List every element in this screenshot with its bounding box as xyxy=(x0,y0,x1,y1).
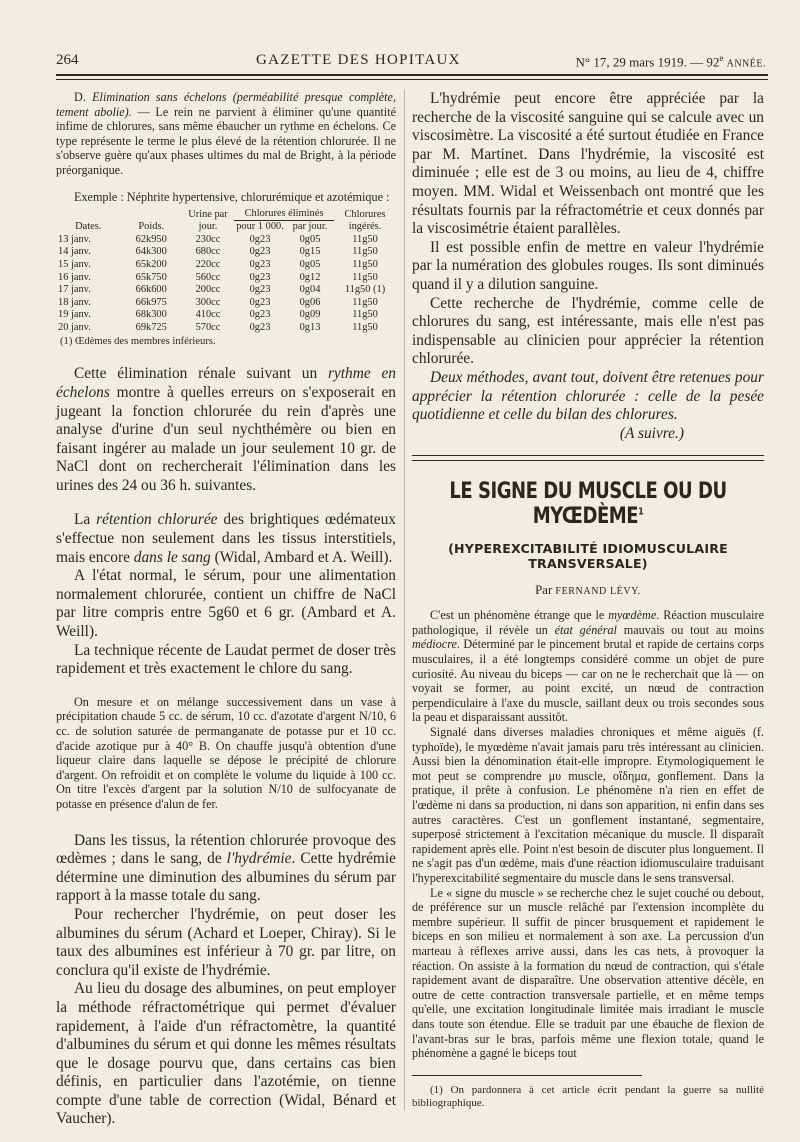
article-paragraph-3: Le « signe du muscle » se recherche chez le sujet couché ou debout, de préférence sur un muscle relâché par l'extension incomplète du membre supérieur. Il suffit de pincer brusquement et rapidement le biceps en son milieu et normalement à son axe. La percussion d'un marteau à réflexes arrive aussi, dans les cas nets, à provoquer la réaction. On assiste à la formation du nœud de contraction, qui s'étale rapidement avant de disparaître. Une observation attentive décèle, en outre de cette contraction transversale partielle, et en même temps qu'elle, une excitation longitudinale limitée mais irradiant le muscle dans toute son étendue. Elle se traduit par une ébauche de flexion de l'avant-bras sur le bras, parfois même une flexion totale, quand le phénomène a gagné le biceps tout xyxy=(412,885,764,1061)
paragraph-retention: La rétention chlorurée des brightiques œdémateux s'effectue non seulement dans les tissus interstitiels, mais encore dans le sang (Widal, Ambard et A. Weill). xyxy=(56,511,396,566)
cell-date: 20 janv. xyxy=(58,321,91,333)
article-paragraph-2: Signalé dans diverses maladies chroniques et même aiguës (f. typhoïde), le myœdème n'avait jamais paru très intéressant au clinicien. Aussi bien la dénomination était-elle impropre. Etymologiquement le mot peut se comprendre μυ muscle, οἴδημα, gonflement. Dans la pratique, il prête à confusion. Le phénomène n'a rien en effet de l'œdème ni dans sa production, ni dans son apparition, ni enfin dans ses autres caractères. C'est un gonflement instantané, segmentaire, superposé strictement à l'excitation mécanique du muscle. Il disparaît rapidement après elle. Point n'est besoin de discuter plus longuement. Il ne s'agit pas d'un œdème, mais d'une réaction idiomusculaire traduisant l'hyperexcitabilité segmentaire du muscle dans le sens transversal. xyxy=(412,725,764,885)
table-note: (1) Œdèmes des membres inférieurs. xyxy=(60,336,216,348)
cell-date: 18 janv. xyxy=(58,296,91,308)
column-separator xyxy=(404,90,405,1110)
right-column xyxy=(412,90,764,1110)
th-urine: Urine par jour. xyxy=(188,209,228,233)
footnote-rule xyxy=(412,1075,642,1076)
cell-pour: 0g23 xyxy=(249,284,271,296)
th-par-jour: par jour. xyxy=(292,221,328,233)
table-row xyxy=(56,246,396,259)
page-number: 264 xyxy=(56,52,79,68)
paragraph-pour-rechercher: Pour rechercher l'hydrémie, on peut doser les albumines du sérum (Achard et Loeper, Chiray). Si le taux des albumines est inférieur à 70 gr. par litre, on conclura qu'il existe de l'hydrémie. xyxy=(56,905,396,979)
paragraph-au-lieu: Au lieu du dosage des albumines, on peut employer la méthode réfractométrique qui permet d'évaluer rapidement, à l'aide d'un réfractomètre, la quantité d'albumines du sérum et qui donne les mêmes résultats que le dosage pourvu que, dans certains cas bien définis, en particulier dans l'azotémie, on tienne compte d'une table de correction (Widal, Bénard et Vaucher). xyxy=(56,980,396,1128)
issue-date: N° 17, 29 mars 1919. — 92e ANNÉE. xyxy=(575,53,766,70)
th-pour-1000: pour 1 000. xyxy=(236,221,284,233)
th-chlorures-ingeres: Chlorures ingérés. xyxy=(344,209,386,233)
left-column xyxy=(56,90,396,1129)
header-rule-thin xyxy=(56,79,768,80)
cell-poids: 62k950 xyxy=(135,233,167,245)
paragraph-deux-methodes: Deux méthodes, avant tout, doivent être retenues pour apprécier la rétention chlorurée : celle de la pesée quotidienne et celle du bilan des chlorures. xyxy=(412,368,764,424)
th-chlorures-elimines: Chlorures éliminés xyxy=(234,208,334,221)
table-row xyxy=(56,284,396,297)
footnote: (1) On pardonnera à cet article écrit pendant la guerre sa nullité bibliographique. xyxy=(412,1083,764,1109)
cell-ingeres: 11g50 xyxy=(352,321,378,333)
paragraph-laudat: La technique récente de Laudat permet de doser très rapidement et très exactement le chlore du sang. xyxy=(56,641,396,678)
table-row xyxy=(56,297,396,310)
cell-pour: 0g23 xyxy=(249,271,271,283)
cell-jour: 0g05 xyxy=(299,233,321,245)
cell-date: 14 janv. xyxy=(58,246,91,258)
article-paragraph-1: C'est un phénomène étrange que le myœdème. Réaction musculaire pathologique, il révèle un état général mauvais ou tout au moins médiocre. Déterminé par le pincement brutal et rapide de certains corps musculaires, il a été longtemps considéré comme un objet de pure curiosité. Au niveau du biceps — car on ne le recherchait que là — on voyait se former, au point excité, un nœud de contraction perpendiculaire à l'axe du muscle, saillant deux ou trois secondes sous la peau et disparaissant aussitôt. xyxy=(412,608,764,725)
cell-urine: 410cc xyxy=(195,309,221,321)
cell-ingeres: 11g50 xyxy=(352,246,378,258)
cell-ingeres: 11g50 (1) xyxy=(344,284,386,296)
table-row xyxy=(56,322,396,335)
paragraph-hydremie-viscosite: L'hydrémie peut encore être appréciée par la recherche de la viscosité sanguine qui se calcule avec un viscosimètre. La viscosité a été surtout étudiée en France par M. Martinet. Dans l'hydrémie, la viscosité est diminuée ; elle est de 3 ou moins, au lieu de 4, chiffre moyen. MM. Widal et Weissenbach ont montré que les résultats fournis par la réfractométrie et ceux donnés par la viscosimétrie étaient parallèles. xyxy=(412,90,764,238)
cell-poids: 69k725 xyxy=(135,321,167,333)
cell-poids: 65k200 xyxy=(135,258,167,270)
cell-ingeres: 11g50 xyxy=(352,296,378,308)
cell-poids: 65k750 xyxy=(135,271,167,283)
paragraph-globules: Il est possible enfin de mettre en valeur l'hydrémie par la numération des globules rouges. Ils sont diminués quand il y a dilution sanguine. xyxy=(412,238,764,293)
cell-urine: 300cc xyxy=(195,296,221,308)
paragraph-recherche: Cette recherche de l'hydrémie, comme celle de chlorures du sang, est intéressante, mais elle n'est pas indispensable au clinicien pour apprécier la rétention chlorurée. xyxy=(412,294,764,368)
table-row xyxy=(56,234,396,247)
cell-pour: 0g23 xyxy=(249,258,271,270)
cell-urine: 560cc xyxy=(195,271,221,283)
cell-pour: 0g23 xyxy=(249,296,271,308)
header-rule-thick xyxy=(56,74,768,76)
cell-date: 19 janv. xyxy=(58,309,91,321)
paragraph-etat-normal: A l'état normal, le sérum, pour une alimentation normalement chlorurée, contient un chiffre de NaCl par litre compris entre 5g60 et 6 gr. (Ambard et A. Weill). xyxy=(56,567,396,641)
th-dates: Dates. xyxy=(75,221,102,233)
cell-pour: 0g23 xyxy=(249,309,271,321)
a-suivre: (A suivre.) xyxy=(619,424,684,442)
th-poids: Poids. xyxy=(138,221,165,233)
cell-pour: 0g23 xyxy=(249,246,271,258)
cell-pour: 0g23 xyxy=(249,321,271,333)
cell-ingeres: 11g50 xyxy=(352,271,378,283)
cell-jour: 0g06 xyxy=(299,296,321,308)
cell-poids: 66k975 xyxy=(135,296,167,308)
cell-jour: 0g12 xyxy=(299,271,321,283)
cell-poids: 66k600 xyxy=(135,284,167,296)
article-separator xyxy=(412,455,764,461)
exemple-caption: Exemple : Néphrite hypertensive, chlorurémique et azotémique : xyxy=(74,189,390,204)
cell-date: 16 janv. xyxy=(58,271,91,283)
cell-jour: 0g15 xyxy=(299,246,321,258)
cell-jour: 0g05 xyxy=(299,258,321,270)
cell-urine: 200cc xyxy=(195,284,221,296)
paragraph-technique-detail: On mesure et on mélange successivement dans un vase à précipitation chaude 5 cc. de sérum, 10 cc. d'azotate d'argent N/10, 6 cc. de solution saturée de permanganate de potasse pur et 10 cc. d'acide azotique pur à 40° B. On chauffe jusqu'à obtention d'une liqueur claire dans laquelle se dépose le précipité de chlorure d'argent. On refroidit et on complète le volume du liquide à 100 cc. On titre l'excès d'argent par la solution N/10 de sulfocyanate de potasse en présence d'alun de fer. xyxy=(56,694,396,811)
cell-date: 15 janv. xyxy=(58,258,91,270)
cell-poids: 64k300 xyxy=(135,246,167,258)
cell-urine: 680cc xyxy=(195,246,221,258)
cell-jour: 0g09 xyxy=(299,309,321,321)
chloride-table xyxy=(56,208,396,334)
cell-jour: 0g04 xyxy=(299,284,321,296)
cell-poids: 68k300 xyxy=(135,309,167,321)
cell-urine: 230cc xyxy=(195,233,221,245)
cell-date: 17 janv. xyxy=(58,284,91,296)
article-author: Par FERNAND LÉVY. xyxy=(535,583,641,598)
journal-title: GAZETTE DES HOPITAUX xyxy=(256,52,461,68)
cell-ingeres: 11g50 xyxy=(352,233,378,245)
table-row xyxy=(56,309,396,322)
article-title: LE SIGNE DU MUSCLE OU DU MYŒDÈME$^1$ xyxy=(449,479,727,530)
cell-urine: 220cc xyxy=(195,258,221,270)
cell-urine: 570cc xyxy=(195,321,221,333)
cell-date: 13 janv. xyxy=(58,233,91,245)
paragraph-cette-elimination: Cette élimination rénale suivant un rythme en échelons montre à quelles erreurs on s'exposerait en jugeant la fonction chlorurée du rein d'après une analyse d'urine d'un seul nychthémère ou bien en faisant ingérer au malade un jour seulement 10 gr. de NaCl dont on rechercherait l'élimination dans les urines des 24 ou 36 h. suivantes. xyxy=(56,365,396,494)
cell-ingeres: 11g50 xyxy=(352,258,378,270)
paragraph-tissus: Dans les tissus, la rétention chlorurée provoque des œdèmes ; dans le sang, de l'hydrémie. Cette hydrémie détermine une diminution des albumines du sérum par rapport à la masse totale du sang. xyxy=(56,831,396,905)
cell-jour: 0g13 xyxy=(299,321,321,333)
article-subtitle: (HYPEREXCITABILITÉ IDIOMUSCULAIRE TRANSVERSALE) xyxy=(448,541,728,572)
table-body xyxy=(56,234,396,335)
cell-pour: 0g23 xyxy=(249,233,271,245)
table-row xyxy=(56,259,396,272)
paragraph-d: D. Elimination sans échelons (perméabilité presque complète, tement abolie). — Le rein ne parvient à éliminer qu'une quantité infime de chlorures, sans même ébaucher un rythme en échelons. Ce type représente le terme le plus élevé de la rétention chlorurée. Il ne s'observe guère qu'aux phases ultimes du mal de Bright, à la période préorganique. xyxy=(56,90,396,177)
page-header xyxy=(56,50,768,72)
table-row xyxy=(56,271,396,284)
cell-ingeres: 11g50 xyxy=(352,309,378,321)
